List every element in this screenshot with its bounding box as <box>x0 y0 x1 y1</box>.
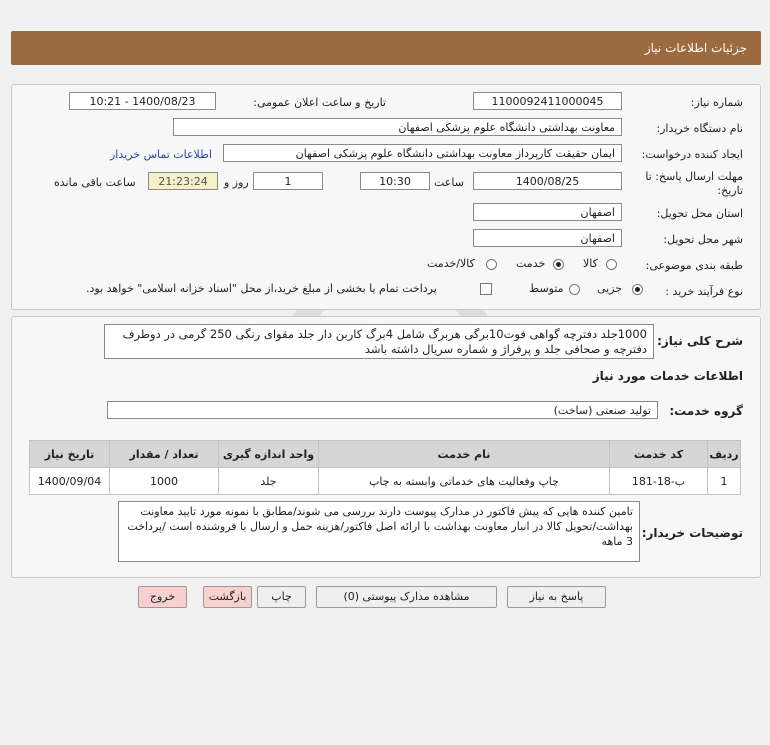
cell-qty: 1000 <box>110 468 219 495</box>
deadline-time-field: 10:30 <box>360 172 430 190</box>
reply-button[interactable]: پاسخ به نیاز <box>507 586 606 608</box>
creator-label: ایجاد کننده درخواست: <box>641 148 743 161</box>
summary-field: 1000جلد دفترچه گواهی فوت10برگی هربرگ شامل 4برگ کاربن دار جلد مقوای رنگی 250 گرمی در دوطرف دفترچه و صحافی جلد و پرفراژ و شماره سریال داشته باشد <box>104 324 654 359</box>
table-row <box>30 468 741 495</box>
need-number-label: شماره نیاز: <box>690 96 743 109</box>
services-heading: اطلاعات خدمات مورد نیاز <box>592 369 743 383</box>
page-header <box>11 31 761 65</box>
remaining-label: ساعت باقی مانده <box>54 176 136 189</box>
col-unit-header: واحد اندازه گیری <box>219 441 319 468</box>
province-field: اصفهان <box>473 203 622 221</box>
category-radio-goods-service[interactable] <box>486 259 497 270</box>
exit-button[interactable]: خروج <box>138 586 187 608</box>
cell-row: 1 <box>708 468 741 495</box>
table-header-row <box>30 441 741 468</box>
buyer-contact-link[interactable]: اطلاعات تماس خریدار <box>110 148 212 161</box>
cell-name: چاپ وفعالیت های خدماتی وابسته به چاپ <box>319 468 610 495</box>
category-radio-service[interactable] <box>553 259 564 270</box>
services-table <box>29 440 741 495</box>
city-field: اصفهان <box>473 229 622 247</box>
cell-unit: جلد <box>219 468 319 495</box>
process-radio-medium[interactable] <box>569 284 580 295</box>
process-option-medium: متوسط <box>529 282 564 295</box>
treasury-payment-note: پرداخت تمام یا بخشی از مبلغ خرید،از محل "اسناد خزانه اسلامی" خواهد بود. <box>86 282 437 295</box>
announce-label: تاریخ و ساعت اعلان عمومی: <box>253 96 386 109</box>
col-qty-header: تعداد / مقدار <box>110 441 219 468</box>
category-label: طبقه بندی موضوعی: <box>645 259 743 272</box>
category-option-service: خدمت <box>516 257 546 270</box>
city-label: شهر محل تحویل: <box>663 233 743 246</box>
service-group-field: تولید صنعتی (ساخت) <box>107 401 658 419</box>
col-row-header: ردیف <box>708 441 741 468</box>
col-date-header: تاریخ نیاز <box>30 441 110 468</box>
summary-label: شرح کلی نیاز: <box>657 334 743 348</box>
process-label: نوع فرآیند خرید : <box>665 285 743 298</box>
category-option-goods: کالا <box>583 257 598 270</box>
process-radio-minor[interactable] <box>632 284 643 295</box>
buyer-notes-label: توضیحات خریدار: <box>641 526 743 540</box>
col-code-header: کد خدمت <box>610 441 708 468</box>
service-group-label: گروه خدمت: <box>669 404 743 418</box>
remaining-time-field: 21:23:24 <box>148 172 218 190</box>
category-option-goods-service: کالا/خدمت <box>427 257 475 270</box>
process-option-minor: جزیی <box>597 282 623 295</box>
need-number-field: 1100092411000045 <box>473 92 622 110</box>
cell-code: ب-18-181 <box>610 468 708 495</box>
cell-date: 1400/09/04 <box>30 468 110 495</box>
page-title: جزئیات اطلاعات نیاز <box>644 41 747 55</box>
col-name-header: نام خدمت <box>319 441 610 468</box>
deadline-time-label: ساعت <box>434 176 464 189</box>
print-button[interactable]: چاپ <box>257 586 306 608</box>
back-button[interactable]: بازگشت <box>203 586 252 608</box>
days-field: 1 <box>253 172 323 190</box>
treasury-payment-checkbox[interactable] <box>480 283 492 295</box>
view-attachments-button[interactable]: مشاهده مدارک پیوستی (0) <box>316 586 497 608</box>
buyer-org-label: نام دستگاه خریدار: <box>656 122 743 135</box>
deadline-date-field: 1400/08/25 <box>473 172 622 190</box>
deadline-label: مهلت ارسال پاسخ: تا تاریخ: <box>645 170 743 197</box>
province-label: استان محل تحویل: <box>656 207 743 220</box>
buyer-org-field: معاونت بهداشتی دانشگاه علوم پزشکی اصفهان <box>173 118 622 136</box>
days-label: روز و <box>224 176 249 189</box>
buyer-notes-field: تامین کننده هایی که پیش فاکتور در مدارک پیوست دارند بررسی می شوند/مطابق با نمونه مورد تایید معاونت بهداشت/تحویل کالا در انبار معاونت بهداشت با ارائه اصل فاکتور/هزینه حمل و ارسال با فروشنده است /پرداخت 3 ماهه <box>118 501 640 562</box>
category-radio-goods[interactable] <box>606 259 617 270</box>
announce-field: 1400/08/23 - 10:21 <box>69 92 216 110</box>
creator-field: ایمان حقیقت کارپرداز معاونت بهداشتی دانشگاه علوم پزشکی اصفهان <box>223 144 622 162</box>
